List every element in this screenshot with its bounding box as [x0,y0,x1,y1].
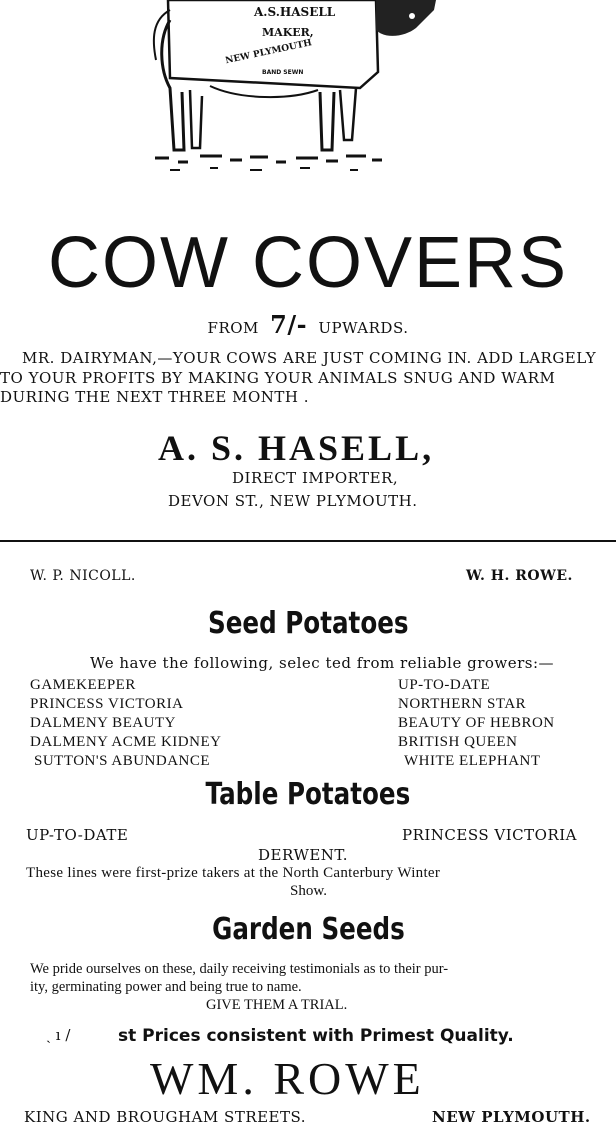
blanket-maker-town: NEW PLYMOUTH [224,38,313,67]
prices-line: st Prices consistent with Primest Quality. [118,1026,514,1046]
seed-item: BRITISH QUEEN [398,734,518,750]
hasell-name: A. S. HASELL, [158,428,435,468]
blanket-maker-name: A.S.HASELL [254,5,336,19]
nicoll-name: W. P. NICOLL. [30,568,136,584]
table-item-center: DERWENT. [258,846,349,864]
garden-line-2: ity, germinating power and being true to name. [30,979,302,995]
hasell-address: DEVON ST., NEW PLYMOUTH. [168,492,418,510]
price-value: 7/- [270,310,308,339]
seed-item: NORTHERN STAR [398,696,527,712]
cow-body-line-2: TO YOUR PROFITS BY MAKING YOUR ANIMALS SNUG AND WARM [0,369,556,387]
prices-smudge: ˎ ı / [46,1026,71,1044]
cow-illustration [150,0,450,180]
table-item-right: PRINCESS VICTORIA [402,826,578,844]
price-line [0,310,616,339]
seed-list-right [398,676,555,771]
garden-seeds-heading: Garden Seeds [211,912,405,947]
garden-line-1: We pride ourselves on these, daily receiving testimonials as to their pur- [30,961,449,977]
seed-potatoes-heading: Seed Potatoes [207,606,409,641]
garden-seeds-heading-wrap [0,912,616,947]
seed-item: WHITE ELEPHANT [404,753,541,769]
garden-line-3: GIVE THEM A TRIAL. [206,997,348,1013]
seed-item: PRINCESS VICTORIA [30,696,184,712]
cow-covers-headline: COW COVERS [47,223,569,303]
blanket-band-sewn: BAND SEWN [262,69,304,76]
seed-item: GAMEKEEPER [30,677,136,693]
blanket-maker-label: MAKER, [262,26,314,39]
seed-item: SUTTON'S ABUNDANCE [34,753,211,769]
seed-item: DALMENY ACME KIDNEY [30,734,222,750]
table-item-left: UP-TO-DATE [26,826,129,844]
seed-intro: We have the following, selec ted from reliable growers:— [90,654,555,672]
table-note-line-1: These lines were first-prize takers at the North Canterbury Winter [26,865,441,881]
ad-divider [0,540,616,542]
merchant-name: WM. ROWE [150,1053,425,1104]
seed-item: BEAUTY OF HEBRON [398,715,555,731]
price-from-suffix: UPWARDS. [318,319,409,337]
table-note-line-2: Show. [290,883,327,899]
cow-body-line-3: DURING THE NEXT THREE MONTH . [0,388,310,406]
town-line: NEW PLYMOUTH. [432,1108,591,1126]
seed-item: DALMENY BEAUTY [30,715,177,731]
streets-line: KING AND BROUGHAM STREETS. [24,1108,307,1126]
cow-body-line-1: MR. DAIRYMAN,—YOUR COWS ARE JUST COMING IN. ADD LARGELY [22,349,597,367]
price-from-prefix: FROM [207,319,259,337]
table-potatoes-heading-wrap [0,777,616,812]
seed-item: UP-TO-DATE [398,677,491,693]
rowe-name: W. H. ROWE. [466,568,573,584]
seed-list-left [30,676,221,771]
hasell-title: DIRECT IMPORTER, [232,469,399,487]
seed-potatoes-heading-wrap [0,606,616,641]
table-potatoes-heading: Table Potatoes [205,777,411,812]
